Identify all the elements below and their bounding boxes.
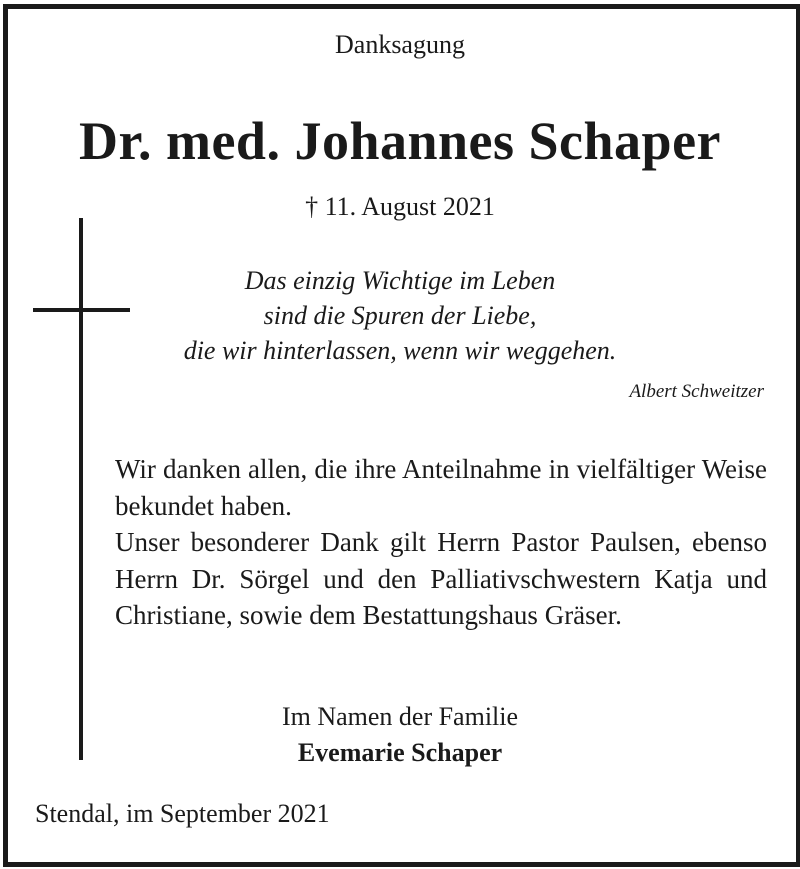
deceased-name: Dr. med. Johannes Schaper bbox=[78, 111, 722, 171]
place-and-date: Stendal, im September 2021 bbox=[35, 799, 330, 828]
signature-line: Im Namen der Familie bbox=[281, 702, 519, 731]
thanks-text bbox=[115, 451, 767, 634]
signature-block bbox=[200, 699, 600, 771]
cross-vertical-bar bbox=[79, 218, 83, 760]
death-date: † 11. August 2021 bbox=[305, 192, 495, 221]
memorial-quote bbox=[100, 263, 700, 368]
signer-name: Evemarie Schaper bbox=[297, 738, 503, 767]
thanks-paragraph: Wir danken allen, die ihre Anteilnahme in vielfältiger Weise bekundet haben. bbox=[115, 454, 767, 521]
quote-line: Das einzig Wichtige im Leben bbox=[244, 266, 556, 295]
quote-line: die wir hinterlassen, wenn wir weggehen. bbox=[183, 336, 617, 365]
notice-header: Danksagung bbox=[335, 30, 465, 59]
thanks-paragraph: Unser besonderer Dank gilt Herrn Pastor Paulsen, ebenso Herrn Dr. Sörgel und den Palliativschwestern Katja und Christiane, sowie dem Bestattungshaus Gräser. bbox=[115, 527, 767, 630]
quote-line: sind die Spuren der Liebe, bbox=[263, 301, 537, 330]
quote-author: Albert Schweitzer bbox=[629, 381, 764, 402]
